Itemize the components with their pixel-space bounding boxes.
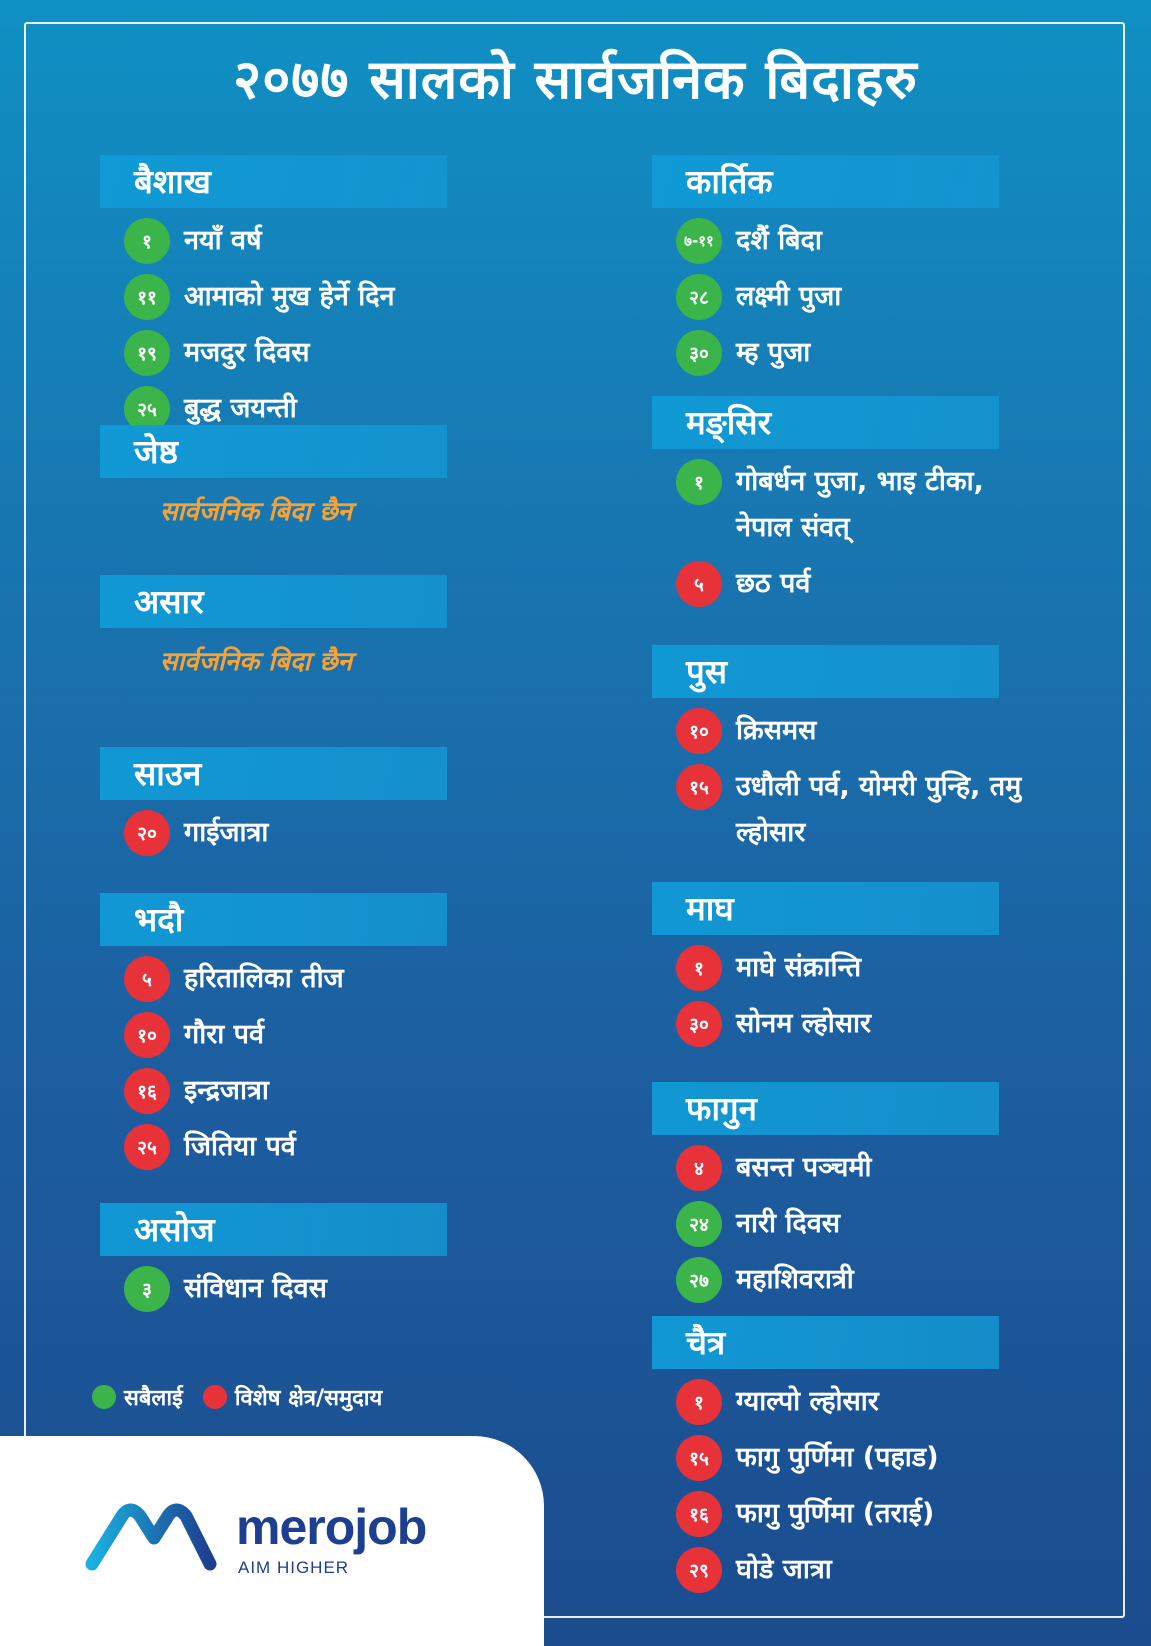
holiday-item xyxy=(652,1379,1122,1425)
holiday-name: सोनम ल्होसार xyxy=(736,1008,872,1039)
holiday-item xyxy=(652,1145,1122,1191)
holiday-day-badge: ३० xyxy=(676,330,722,376)
month-header: असोज xyxy=(100,1203,447,1256)
holiday-item xyxy=(652,274,1122,320)
logo-card xyxy=(0,1436,544,1646)
month-saun xyxy=(100,747,570,866)
holiday-list xyxy=(100,208,570,432)
holiday-name: जितिया पर्व xyxy=(184,1131,296,1162)
month-chaitra xyxy=(652,1316,1122,1603)
month-magh xyxy=(652,882,1122,1057)
holiday-name: गाईजात्रा xyxy=(184,817,269,848)
holiday-name: घोडे जात्रा xyxy=(736,1554,832,1585)
holiday-day-badge: २७ xyxy=(676,1257,722,1303)
no-holiday-text: सार्वजनिक बिदा छैन xyxy=(160,647,353,677)
holiday-list xyxy=(652,935,1122,1047)
month-header: साउन xyxy=(100,747,447,800)
holiday-item xyxy=(652,764,1122,856)
holiday-name: दशैं बिदा xyxy=(736,225,822,256)
holiday-item xyxy=(652,459,1122,551)
legend-special-label: विशेष क्षेत्र/समुदाय xyxy=(234,1386,383,1411)
holiday-name: छठ पर्व xyxy=(736,568,811,599)
holiday-item xyxy=(100,274,570,320)
holiday-day-badge: ३० xyxy=(676,1001,722,1047)
holiday-name: ग्याल्पो ल्होसार xyxy=(736,1386,879,1417)
holiday-name: फागु पुर्णिमा (पहाड) xyxy=(736,1442,939,1473)
month-header: कार्तिक xyxy=(652,155,999,208)
holiday-item xyxy=(652,945,1122,991)
holiday-name: लक्ष्मी पुजा xyxy=(736,281,842,312)
month-push xyxy=(652,645,1122,866)
holiday-day-badge: १० xyxy=(124,1012,170,1058)
month-header: बैशाख xyxy=(100,155,447,208)
holiday-day-badge: ११ xyxy=(124,274,170,320)
holiday-name: गोबर्धन पुजा, भाइ टीका, नेपाल संवत् xyxy=(736,466,984,543)
holiday-day-badge: १६ xyxy=(676,1491,722,1537)
legend-everyone-label: सबैलाई xyxy=(124,1386,183,1411)
holiday-name: आमाको मुख हेर्ने दिन xyxy=(184,281,395,312)
holiday-list xyxy=(652,1369,1122,1593)
month-header: भदौ xyxy=(100,893,447,946)
merojob-logo-icon xyxy=(82,1494,217,1579)
holiday-day-badge: ४ xyxy=(676,1145,722,1191)
holiday-item xyxy=(100,1068,570,1114)
month-jestha xyxy=(100,425,570,528)
holiday-day-badge: १ xyxy=(676,945,722,991)
holiday-item xyxy=(100,330,570,376)
holiday-day-badge: २५ xyxy=(124,386,170,432)
holiday-day-badge: १ xyxy=(124,218,170,264)
holiday-item xyxy=(652,1201,1122,1247)
holiday-item xyxy=(100,218,570,264)
month-header: पुस xyxy=(652,645,999,698)
holiday-item xyxy=(652,1435,1122,1481)
holiday-name: संविधान दिवस xyxy=(184,1273,327,1304)
holiday-day-badge: २८ xyxy=(676,274,722,320)
holiday-item xyxy=(652,561,1122,607)
holiday-name: नारी दिवस xyxy=(736,1208,841,1239)
month-asoj xyxy=(100,1203,570,1322)
holiday-name: हरितालिका तीज xyxy=(184,963,344,994)
holiday-day-badge: १ xyxy=(676,459,722,505)
holiday-item xyxy=(652,708,1122,754)
holiday-list xyxy=(652,208,1122,376)
month-header: फागुन xyxy=(652,1082,999,1135)
holiday-name: क्रिसमस xyxy=(736,715,817,746)
holiday-item xyxy=(100,956,570,1002)
holiday-list xyxy=(652,1135,1122,1303)
holiday-name: बसन्त पञ्चमी xyxy=(736,1152,872,1183)
holiday-day-badge: २९ xyxy=(676,1547,722,1593)
month-fagun xyxy=(652,1082,1122,1313)
holiday-day-badge: ५ xyxy=(124,956,170,1002)
holiday-list xyxy=(100,800,570,856)
holiday-item xyxy=(652,1001,1122,1047)
holiday-day-badge: ७-११ xyxy=(676,218,722,264)
holiday-day-badge: ३ xyxy=(124,1266,170,1312)
page-title: २०७७ सालको सार्वजनिक बिदाहरु xyxy=(233,48,918,111)
holiday-name: उधौली पर्व, योमरी पुन्हि, तमु ल्होसार xyxy=(736,771,1022,848)
holiday-item xyxy=(652,330,1122,376)
holiday-name: म्ह पुजा xyxy=(736,337,811,368)
holiday-item xyxy=(100,1012,570,1058)
holiday-name: नयाँ वर्ष xyxy=(184,225,262,256)
holiday-name: बुद्ध जयन्ती xyxy=(184,393,297,424)
holiday-name: मजदुर दिवस xyxy=(184,337,310,368)
holiday-name: फागु पुर्णिमा (तराई) xyxy=(736,1498,935,1529)
holiday-item xyxy=(652,218,1122,264)
holiday-list xyxy=(652,698,1122,856)
month-header: असार xyxy=(100,575,447,628)
holiday-list xyxy=(100,1256,570,1312)
holiday-day-badge: १५ xyxy=(676,764,722,810)
month-mangsir xyxy=(652,396,1122,617)
holiday-day-badge: ५ xyxy=(676,561,722,607)
month-header: माघ xyxy=(652,882,999,935)
month-header: जेष्ठ xyxy=(100,425,447,478)
holiday-day-badge: १ xyxy=(676,1379,722,1425)
holiday-name: महाशिवरात्री xyxy=(736,1264,854,1295)
holiday-item xyxy=(652,1547,1122,1593)
month-baisakh xyxy=(100,155,570,442)
holiday-day-badge: १० xyxy=(676,708,722,754)
holiday-list xyxy=(652,449,1122,607)
month-header: चैत्र xyxy=(652,1316,999,1369)
no-holiday-text: सार्वजनिक बिदा छैन xyxy=(160,497,353,527)
legend-green-dot xyxy=(92,1385,116,1409)
holiday-day-badge: १९ xyxy=(124,330,170,376)
holiday-name: इन्द्रजात्रा xyxy=(184,1075,269,1106)
holiday-item xyxy=(100,1266,570,1312)
logo-tagline: AIM HIGHER xyxy=(238,1558,350,1577)
holiday-day-badge: २४ xyxy=(676,1201,722,1247)
holiday-name: माघे संक्रान्ति xyxy=(736,952,862,983)
month-bhadau xyxy=(100,893,570,1180)
month-header: मङ्सिर xyxy=(652,396,999,449)
month-asar xyxy=(100,575,570,678)
holiday-list xyxy=(100,946,570,1170)
month-kartik xyxy=(652,155,1122,386)
holiday-item xyxy=(100,810,570,856)
holiday-day-badge: १६ xyxy=(124,1068,170,1114)
holiday-item xyxy=(652,1491,1122,1537)
holiday-item xyxy=(652,1257,1122,1303)
legend-red-dot xyxy=(203,1385,227,1409)
logo-name: merojob xyxy=(236,1499,427,1555)
holiday-day-badge: २५ xyxy=(124,1124,170,1170)
holiday-day-badge: १५ xyxy=(676,1435,722,1481)
holiday-item xyxy=(100,1124,570,1170)
legend xyxy=(92,1382,382,1412)
holiday-day-badge: २० xyxy=(124,810,170,856)
holiday-name: गौरा पर्व xyxy=(184,1019,264,1050)
